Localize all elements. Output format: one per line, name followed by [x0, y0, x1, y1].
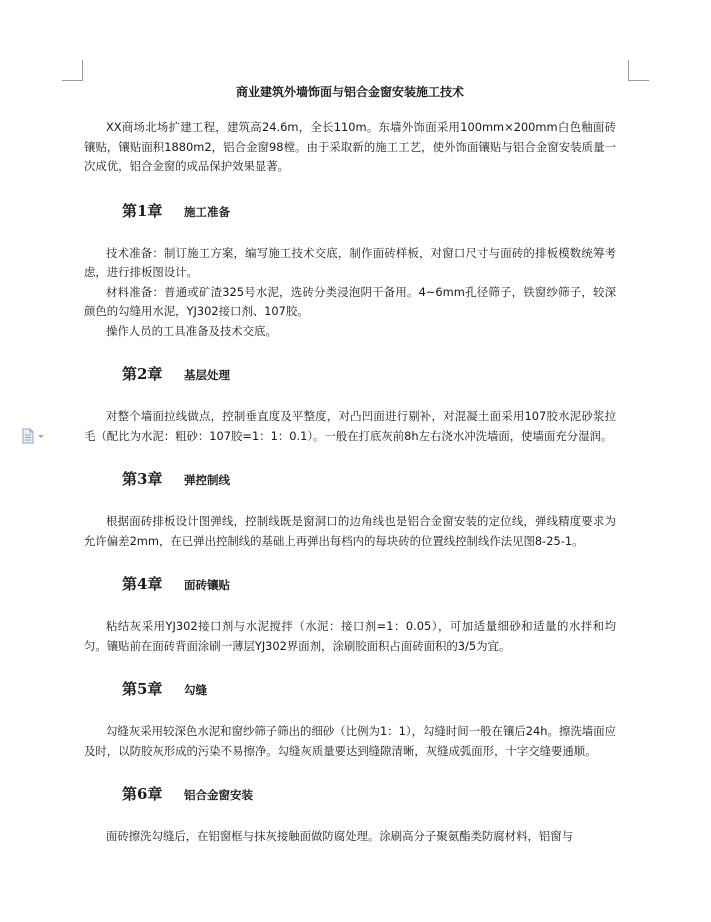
document-title: 商业建筑外墙饰面与铝合金窗安装施工技术 [235, 85, 464, 99]
chapter-heading-6 [122, 783, 616, 807]
intro-paragraph: XX商场北场扩建工程，建筑高24.6m，全长110m。东墙外饰面采用100mm×200mm白色釉面砖镶贴，镶贴面积1880m2，铝合金窗98樘。由于采取新的施工工艺，使外饰面镶贴与铝合金窗安装质量一次成优，铝合金窗的成品保护效果显著。 [84, 120, 616, 173]
paragraph: 勾缝灰采用较深色水泥和窗纱筛子筛出的细砂（比例为1：1），勾缝时间一般在镶后24h。擦洗墙面应及时，以防胶灰形成的污染不易擦净。勾缝灰质量要达到缝隙清晰，灰缝成弧面形，十字交缝要通顺。 [84, 724, 616, 758]
chapter-number: 第3章 [122, 470, 163, 488]
paragraph: 根据面砖排板设计图弹线，控制线既是窗洞口的边角线也是铝合金窗安装的定位线，弹线精度要求为允许偏差2mm，在已弹出控制线的基础上再弹出每档内的每块砖的位置线控制线作法见图8-25-1。 [84, 514, 616, 548]
paragraph: 技术准备：制订施工方案，编写施工技术交底，制作面砖样板，对窗口尺寸与面砖的排板模数统筹考虑，进行排板图设计。 [84, 245, 616, 279]
chapter-heading-5 [122, 678, 616, 702]
chapter-number: 第2章 [122, 365, 163, 383]
chapter-heading-3 [122, 468, 616, 492]
paragraph: 对整个墙面拉线做点，控制垂直度及平整度，对凸凹面进行剔补，对混凝土面采用107胶水泥砂浆拉毛（配比为水泥：粗砂：107胶=1：1：0.1）。一般在打底灰前8h左右浇水冲洗墙面，使墙面充分湿润。 [84, 409, 616, 443]
paragraph: 粘结灰采用YJ302接口剂与水泥搅拌（水泥：接口剂=1：0.05），可加适量细砂和适量的水拌和均匀。镶贴前在面砖背面涂刷一薄层YJ302界面剂，涂刷胶面积占面砖面积的3/5为宜。 [84, 619, 616, 653]
chapter-number: 第1章 [122, 201, 163, 220]
chapter-title: 基层处理 [184, 368, 230, 382]
crop-mark-top-right-vertical [628, 60, 629, 81]
chapter-title: 施工准备 [184, 204, 230, 219]
chapter-title: 弹控制线 [184, 473, 230, 487]
chapter-heading-2 [122, 363, 616, 387]
paragraph: 操作人员的工具准备及技术交底。 [106, 323, 277, 338]
crop-mark-top-left-horizontal [62, 80, 83, 81]
document-body [84, 78, 616, 847]
chapter-heading-1 [122, 200, 616, 224]
chapter-title: 勾缝 [184, 683, 207, 697]
chapter-heading-4 [122, 573, 616, 597]
crop-mark-top-right-horizontal [628, 80, 649, 81]
chapter-title: 面砖镶贴 [184, 578, 230, 592]
chapter-number: 第5章 [122, 680, 163, 698]
chapter-title: 铝合金窗安装 [184, 788, 253, 802]
chapter-number: 第6章 [122, 785, 163, 803]
crop-mark-top-left-vertical [82, 60, 83, 81]
document-icon[interactable] [21, 428, 47, 444]
paragraph: 面砖擦洗勾缝后，在铝窗框与抹灰接触面做防腐处理。涂刷高分子聚氨酯类防腐材料，铝窗与 [106, 829, 574, 843]
chapter-number: 第4章 [122, 575, 163, 593]
paragraph: 材料准备：普通或矿渣325号水泥，选砖分类浸泡阴干备用。4~6mm孔径筛子，铁窗纱筛子，较深颜色的勾缝用水泥，YJ302接口剂、107胶。 [84, 284, 616, 318]
